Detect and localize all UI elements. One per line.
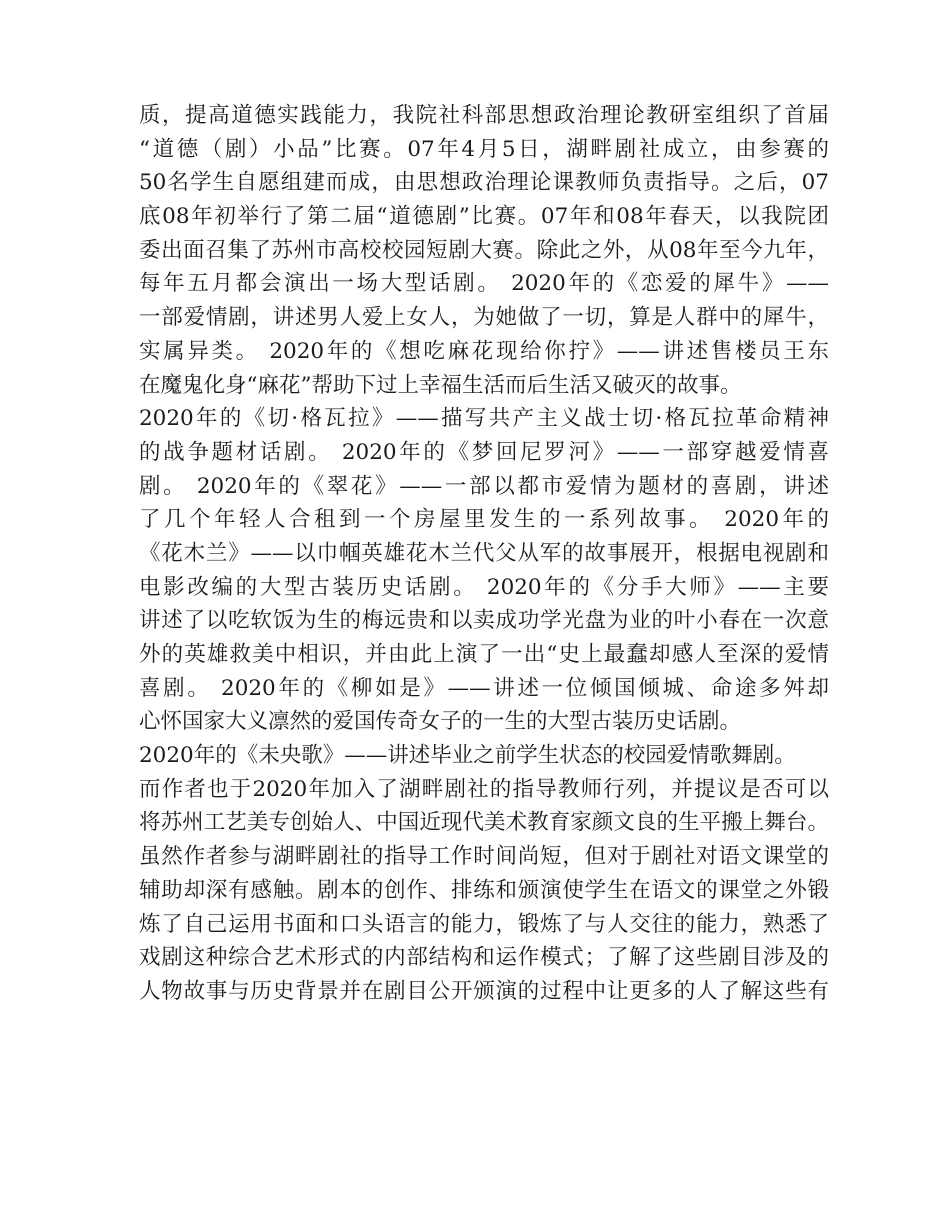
text-line: 喜剧。 2020年的《柳如是》——讲述一位倾国倾城、命途多舛却 [139,675,829,701]
text-line: 每年五月都会演出一场大型话剧。 2020年的《恋爱的犀牛》—— [139,271,829,297]
text-line: 2020年的《未央歌》——讲述毕业之前学生状态的校园爱情歌舞剧。 [139,743,796,769]
text-line: 《花木兰》——以巾帼英雄花木兰代父从军的故事展开，根据电视剧和 [139,540,829,566]
text-line: 电影改编的大型古装历史话剧。 2020年的《分手大师》——主要 [139,574,829,600]
text-line: 讲述了以吃软饭为生的梅远贵和以卖成功学光盘为业的叶小春在一次意 [139,608,829,634]
text-line: 戏剧这种综合艺术形式的内部结构和运作模式；了解了这些剧目涉及的 [139,945,829,971]
text-line: 50名学生自愿组建而成，由思想政治理论课教师负责指导。之后，07 [139,170,829,196]
text-line: 一部爱情剧，讲述男人爱上女人，为她做了一切，算是人群中的犀牛， [139,305,829,331]
text-line: 而作者也于2020年加入了湖畔剧社的指导教师行列，并提议是否可以 [139,776,829,802]
text-line: 了几个年轻人合租到一个房屋里发生的一系列故事。 2020年的 [139,507,829,533]
text-line: 将苏州工艺美专创始人、中国近现代美术教育家颜文良的生平搬上舞台。 [139,810,829,836]
text-line: 人物故事与历史背景并在剧目公开颁演的过程中让更多的人了解这些有 [139,978,829,1004]
text-line: 底08年初举行了第二届“道德剧”比赛。07年和08年春天，以我院团 [139,204,829,230]
text-line: 委出面召集了苏州市高校校园短剧大赛。除此之外，从08年至今九年， [139,237,829,263]
text-line: 在魔鬼化身“麻花”帮助下过上幸福生活而后生活又破灭的故事。 [139,372,742,398]
text-line: 的战争题材话剧。 2020年的《梦回尼罗河》——一部穿越爱情喜 [139,439,829,465]
text-line: 心怀国家大义凛然的爱国传奇女子的一生的大型古装历史话剧。 [139,709,742,735]
text-line: 实属异类。 2020年的《想吃麻花现给你拧》——讲述售楼员王东 [139,338,829,364]
text-line: 剧。 2020年的《翠花》——一部以都市爱情为题材的喜剧，讲述 [139,473,829,499]
text-line: 炼了自己运用书面和口头语言的能力，锻炼了与人交往的能力，熟悉了 [139,911,829,937]
text-line: 辅助却深有感触。剧本的创作、排练和颁演使学生在语文的课堂之外锻 [139,877,829,903]
text-line: 虽然作者参与湖畔剧社的指导工作时间尚短，但对于剧社对语文课堂的 [139,844,829,870]
text-line: “道德（剧）小品”比赛。07年4月5日，湖畔剧社成立，由参赛的 [139,136,829,162]
body-text [139,99,829,1009]
text-line: 质，提高道德实践能力，我院社科部思想政治理论教研室组织了首届 [139,103,829,128]
text-line: 外的英雄救美中相识，并由此上演了一出“史上最蠢却感人至深的爱情 [139,642,829,667]
text-line: 2020年的《切·格瓦拉》——描写共产主义战士切·格瓦拉革命精神 [139,406,829,432]
